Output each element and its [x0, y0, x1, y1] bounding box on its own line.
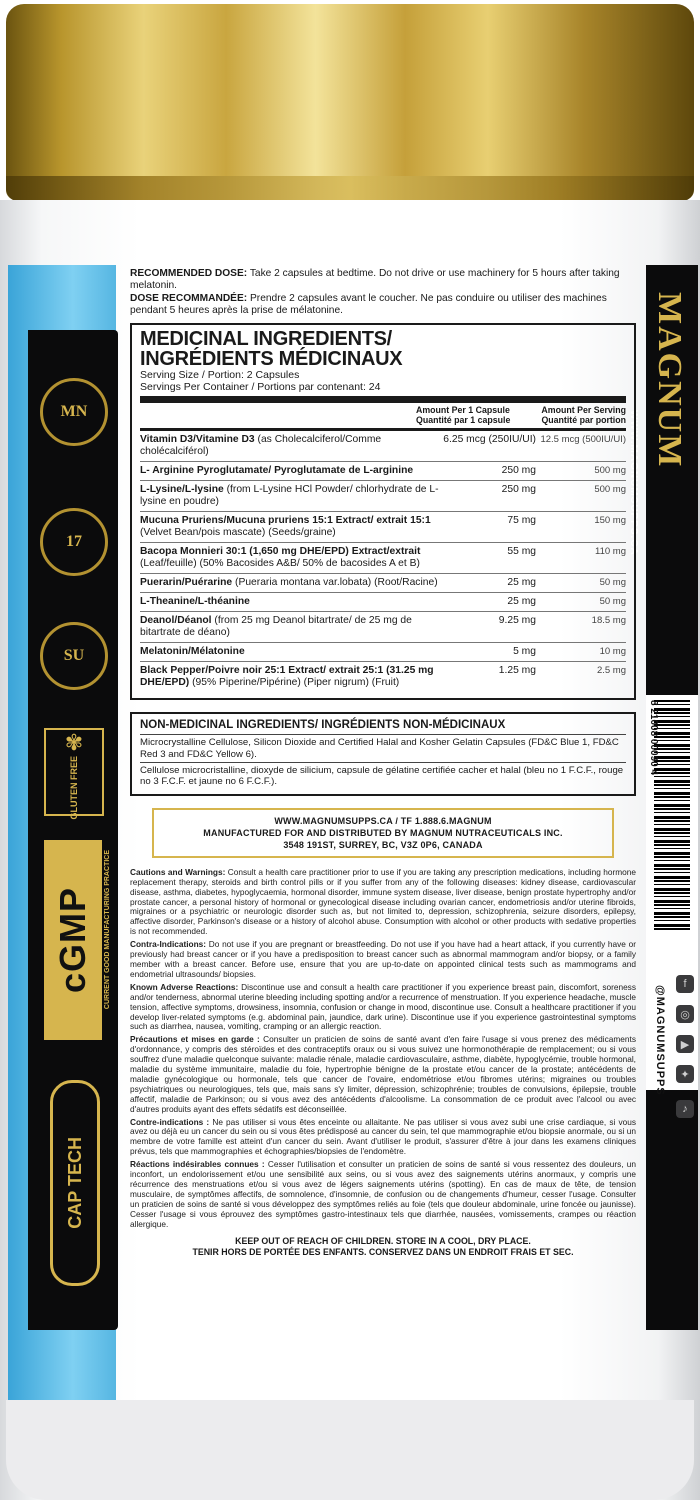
- warnings-section: [130, 868, 636, 1230]
- ingredient-name: [140, 615, 441, 639]
- col1-header-en: Amount Per 1 Capsule: [416, 405, 510, 416]
- social-handle: @MAGNUMSUPPS: [654, 985, 666, 1096]
- non-medicinal-en: Microcrystalline Cellulose, Silicon Dioxide and Certified Halal and Kosher Gelatin Capsules (FD&C Blue 1, FD&C Red 3 and FD&C Yellow 6).: [140, 737, 619, 760]
- ingredient-name-detail: (Velvet Bean/pois mascate) (Seeds/graine): [140, 527, 336, 539]
- ingredient-name-bold: L-Theanine/L-théanine: [140, 596, 250, 608]
- medicinal-title-en: MEDICINAL INGREDIENTS/: [140, 328, 392, 351]
- ingredient-name-detail: (as Cholecalciferol/Comme cholécalciférol): [140, 434, 382, 458]
- warning-label: Réactions indésirables connues :: [130, 1159, 265, 1170]
- warning-paragraph: [130, 1035, 636, 1114]
- warning-paragraph: [130, 1160, 636, 1229]
- warning-paragraph: [130, 983, 636, 1033]
- ingredient-name: [140, 484, 441, 508]
- serving-size: Serving Size / Portion: 2 Capsules: [140, 369, 300, 382]
- ingredient-name: [140, 646, 441, 658]
- dose-en-label: RECOMMENDED DOSE:: [130, 268, 248, 279]
- warning-label: Précautions et mises en garde :: [130, 1034, 260, 1045]
- gluten-free-badge: [44, 728, 104, 820]
- keep-out-en: KEEP OUT OF REACH OF CHILDREN. STORE IN A COOL, DRY PLACE.: [235, 1235, 531, 1246]
- amount-per-serving: 2.5 mg: [596, 665, 626, 677]
- warning-text: Consult a health care practitioner prior to use if you are taking any prescription medications, including hormone replacement therapy, steroids and birth control pills or if you suffer from any of the following diseases: kidney disease, cardiovascular disease, asthma, diabetes, hypoglycaemia, hormonal disorder, immune system disease, liver disease, benign prostate hypertrophy and/or prostate cancer, a personal history of hormonal or gynecological disease including ovarian cancer, endometriosis and/or uterine fibroids, migraines or a psychiatric or neurologic disorder such as, but not limited to, depression, schizophrenia, seizure disorders, epilepsy, affective disorder, Parkinson's disease or a history of alcohol abuse. Consumption with alcohol or other products with sedative properties is not recommended.: [130, 866, 637, 937]
- divider: [140, 762, 626, 763]
- ingredient-name-bold: Puerarin/Puérarine: [140, 577, 233, 589]
- gluten-free-label: GLUTEN FREE: [69, 756, 79, 820]
- ingredient-name-detail: (Leaf/feuille) (50% Bacosides A&B/ 50% de bacosides A et B): [140, 558, 420, 570]
- dose-fr-text: Prendre 2 capsules avant le coucher. Ne pas conduire ou utiliser des machines pendant 5 heures après la prise de mélatonine.: [130, 292, 607, 316]
- warning-text: Ne pas utiliser si vous êtes enceinte ou allaitante. Ne pas utiliser si vous avez subi une crise cardiaque, si vous avez ou déjà eu un cancer du sein ou si vous êtes prédisposé au cancer du sein, tel que mammographie et/ou biopsie anormale, ou si un membre de votre famille est atteint d'un cancer du sein. Avant d'utiliser le produit, s'assurer d'être à jour dans les examens cliniques prévus, tels que mammographies et échographies/biopsies de l'endomètre.: [130, 1116, 636, 1157]
- warning-label: Contra-Indications:: [130, 939, 207, 950]
- website-vertical: WWW.MAGNUMSUPPS.CA: [628, 410, 639, 556]
- ingredient-name: [140, 465, 441, 477]
- ingredient-rows: [140, 431, 626, 692]
- warning-paragraph: [130, 1118, 636, 1158]
- amount-per-serving: 500 mg: [594, 484, 626, 496]
- ingredient-row: [140, 574, 626, 593]
- amount-per-capsule: 250 mg: [501, 484, 536, 496]
- warning-label: Known Adverse Reactions:: [130, 981, 239, 992]
- captech-badge: [50, 1080, 100, 1286]
- ingredient-row: [140, 462, 626, 481]
- ingredient-name-detail: (from 25 mg Deanol bitartrate/ de 25 mg de bitartrate de déano): [140, 615, 412, 639]
- youtube-icon: ▶: [676, 1035, 694, 1053]
- facebook-icon: f: [676, 975, 694, 993]
- col2-header-en: Amount Per Serving: [541, 405, 626, 416]
- warning-label: Contre-indications :: [130, 1116, 210, 1127]
- amount-per-capsule: 55 mg: [507, 546, 536, 558]
- amount-per-serving: 10 mg: [599, 646, 626, 658]
- amount-headers: [140, 405, 626, 431]
- ingredient-row: [140, 593, 626, 612]
- keep-out-fr: TENIR HORS DE PORTÉE DES ENFANTS. CONSERVEZ DANS UN ENDROIT FRAIS ET SEC.: [192, 1246, 574, 1257]
- ingredient-name-bold: Black Pepper/Poivre noir 25:1 Extract/ extrait 25:1 (31.25 mg DHE/EPD): [140, 665, 434, 689]
- ingredient-name: [140, 515, 441, 539]
- manufacturer-box: [152, 808, 614, 858]
- warning-paragraph: [130, 868, 636, 937]
- amount-per-serving: 50 mg: [599, 596, 626, 608]
- amount-per-serving: 150 mg: [594, 515, 626, 527]
- wheat-icon: ✾: [64, 730, 84, 755]
- servings-per-container: Servings Per Container / Portions par contenant: 24: [140, 381, 381, 394]
- recommended-dose: [130, 268, 636, 317]
- tiktok-icon: ♪: [676, 1100, 694, 1118]
- amount-per-capsule: 250 mg: [501, 465, 536, 477]
- cgmp-label: cGMP: [52, 886, 93, 994]
- cgmp-badge: [44, 840, 102, 1040]
- ingredient-name: [140, 665, 441, 689]
- divider: [140, 734, 626, 735]
- amount-per-serving: 50 mg: [599, 577, 626, 589]
- ingredient-name-bold: Deanol/Déanol: [140, 615, 212, 627]
- lid-rim: [6, 176, 694, 202]
- ingredient-row: [140, 512, 626, 543]
- amount-per-capsule: 5 mg: [513, 646, 536, 658]
- non-medicinal-title: NON-MEDICINAL INGREDIENTS/ INGRÉDIENTS NON-MÉDICINAUX: [140, 719, 506, 732]
- non-medicinal-fr: Cellulose microcristalline, dioxyde de silicium, capsule de gélatine certifiée cacher et halal (bleu no 1 F.C.F., rouge no 3 F.C.F. et jaune no 6 F.C.F.).: [140, 765, 624, 788]
- captech-label: CAP TECH: [64, 1137, 85, 1229]
- product-label: [130, 268, 636, 1258]
- su-badge: SU: [40, 622, 108, 690]
- ingredient-row: [140, 481, 626, 512]
- warning-text: Do not use if you are pregnant or breastfeeding. Do not use if you have had a heart attack, if you currently have or previously had breast cancer or if you have a predisposition to breast cancer such as abnormal mammogram and/or biopsy, or a family member with a breast cancer. Before use, ensure that you are up-to-date on appointed clinical tests such as mammograms and endometrial ultrasounds/ biopsies.: [130, 939, 636, 979]
- ingredient-name-bold: Melatonin/Mélatonine: [140, 646, 245, 658]
- unmatched-badge: MN: [40, 378, 108, 446]
- ingredient-name-bold: Bacopa Monnieri 30:1 (1,650 mg DHE/EPD) Extract/extrait: [140, 546, 421, 558]
- amount-per-serving: 500 mg: [594, 465, 626, 477]
- amount-per-serving: 18.5 mg: [591, 615, 626, 627]
- jar-bottom: [6, 1400, 694, 1500]
- dose-en-text: Take 2 capsules at bedtime. Do not drive or use machinery for 5 hours after taking melatonin.: [130, 268, 620, 292]
- amount-per-capsule: 6.25 mcg (250IU/UI): [443, 434, 536, 446]
- barcode-digits: 8 21008 00090 4: [648, 700, 659, 776]
- ingredient-name-detail: (Pueraria montana var.lobata) (Root/Racine): [235, 577, 438, 589]
- manufacturer-name: MANUFACTURED FOR AND DISTRIBUTED BY MAGNUM NUTRACEUTICALS INC.: [203, 827, 563, 838]
- brand-vertical: MAGNUM: [651, 292, 688, 469]
- gold-lid: [6, 4, 694, 200]
- ingredient-name-bold: Mucuna Pruriens/Mucuna pruriens 15:1 Extract/ extrait 15:1: [140, 515, 431, 527]
- warning-paragraph: [130, 940, 636, 980]
- ingredient-name-bold: L- Arginine Pyroglutamate/ Pyroglutamate de L-arginine: [140, 465, 414, 477]
- ingredient-row: [140, 543, 626, 574]
- ingredient-name: [140, 434, 441, 458]
- non-medicinal-panel: [130, 712, 636, 796]
- medicinal-title-fr: INGRÉDIENTS MÉDICINAUX: [140, 348, 403, 371]
- warning-label: Cautions and Warnings:: [130, 866, 226, 877]
- ingredient-name: [140, 577, 441, 589]
- warning-text: Consulter un praticien de soins de santé avant d'en faire l'usage si vous prenez des médicaments d'ordonnance, y compris des stéroïdes et des contraceptifs oraux ou si vous suivez une hormonothérapie de remplacement; ou si vous souffrez d'une maladie quelconque suivante: maladie rénale, maladie cardiovasculaire, asthme, diabète, hypoglycémie, trouble hormonal, maladie du système immunitaire, maladie du foie, hypertrophie bénigne de la prostate et/ou cancer de la prostate; antécédents de maladie gynécologique ou hormonale, tels que cancer de l'ovaire, endométriose et/ou fibromes utérins; migraines ou troubles psychiatriques ou neurologiques, tels que, mais sans s'y limiter, dépression, schizophrénie; troubles de convulsions, épilepsie, trouble affectif, maladie de Parkinson; ou si vous avez des antécédents d'alcoolisme. La consommation de ce produit avec l'alcool ou avec d'autres produits ayant des effets sédatifs est déconseillée.: [130, 1034, 636, 1114]
- ingredient-name-detail: (from L-Lysine HCl Powder/ chlorhydrate de L-lysine en poudre): [140, 484, 439, 508]
- dose-fr-label: DOSE RECOMMANDÉE:: [130, 292, 248, 304]
- amount-per-capsule: 9.25 mg: [498, 615, 536, 627]
- instagram-icon: ◎: [676, 1005, 694, 1023]
- amount-per-capsule: 75 mg: [507, 515, 536, 527]
- warning-text: Discontinue use and consult a health care practitioner if you experience breast pain, discomfort, soreness and/or tenderness, abnormal uterine bleeding including spotting and/or a recurrence of menstruation. If you experience headache, muscle tension, affective symptoms, drowsiness, insomnia, confusion or change in mood, discontinue use. Consult a healthcare practitioner if you develop liver-related symptoms (e.g. abdominal pain, jaundice, dark urine). Discontinue use if you experience gastrointestinal symptoms such as diarrhea, nausea, vomiting, cramping or an allergic reaction.: [130, 981, 636, 1032]
- amount-per-capsule: 25 mg: [507, 596, 536, 608]
- ingredient-name: [140, 546, 441, 570]
- keep-out-notice: [130, 1236, 636, 1258]
- ingredient-name-bold: L-Lysine/L-lysine: [140, 484, 224, 496]
- barcode: [654, 700, 690, 930]
- years-badge: 17: [40, 508, 108, 576]
- ingredient-name: [140, 596, 441, 608]
- medicinal-ingredients-panel: [130, 323, 636, 700]
- col2-header-fr: Quantité par portion: [541, 415, 626, 426]
- manufacturer-address: 3548 191ST, SURREY, BC, V3Z 0P6, CANADA: [283, 839, 483, 850]
- ingredient-row: [140, 662, 626, 692]
- amount-per-serving: 110 mg: [595, 546, 626, 558]
- ingredient-row: [140, 643, 626, 662]
- ingredient-name-bold: Vitamin D3/Vitamine D3: [140, 434, 255, 446]
- ingredient-row: [140, 612, 626, 643]
- ingredient-name-detail: (95% Piperine/Pipérine) (Piper nigrum) (Fruit): [192, 677, 400, 689]
- cgmp-caption: CURRENT GOOD MANUFACTURING PRACTICE: [104, 850, 111, 1010]
- manufacturer-web: WWW.MAGNUMSUPPS.CA / TF 1.888.6.MAGNUM: [274, 815, 492, 826]
- col1-header-fr: Quantité par 1 capsule: [416, 415, 511, 426]
- ingredient-row: [140, 431, 626, 462]
- amount-per-capsule: 25 mg: [507, 577, 536, 589]
- amount-per-serving: 12.5 mcg (500IU/UI): [540, 434, 626, 446]
- warning-text: Cesser l'utilisation et consulter un praticien de soins de santé si vous ressentez des douleurs, un inconfort, un endolorissement et/ou une sensibilité aux seins, ou si vous avez des saignements utérins anormaux, y compris une récurrence des menstruations et/ou si vous avez de légers saignements utérins (spotting). En cas de maux de tête, de tension musculaire, de symptômes affectifs, de somnolence, d'insomnie, de confusion ou de changements d'humeur, cesser l'usage. Consulter un praticien de soins de santé si vous développez des symptômes reliés au foie (tels que douleur abdominale, urine foncée ou jaunisse). Cesser l'usage si vous éprouvez des symptômes gastro-intestinaux tels que diarrhée, nausées, vomissements, crampes ou réaction allergique.: [130, 1159, 636, 1229]
- thick-divider: [140, 396, 626, 403]
- amount-per-capsule: 1.25 mg: [498, 665, 536, 677]
- twitter-icon: ✦: [676, 1065, 694, 1083]
